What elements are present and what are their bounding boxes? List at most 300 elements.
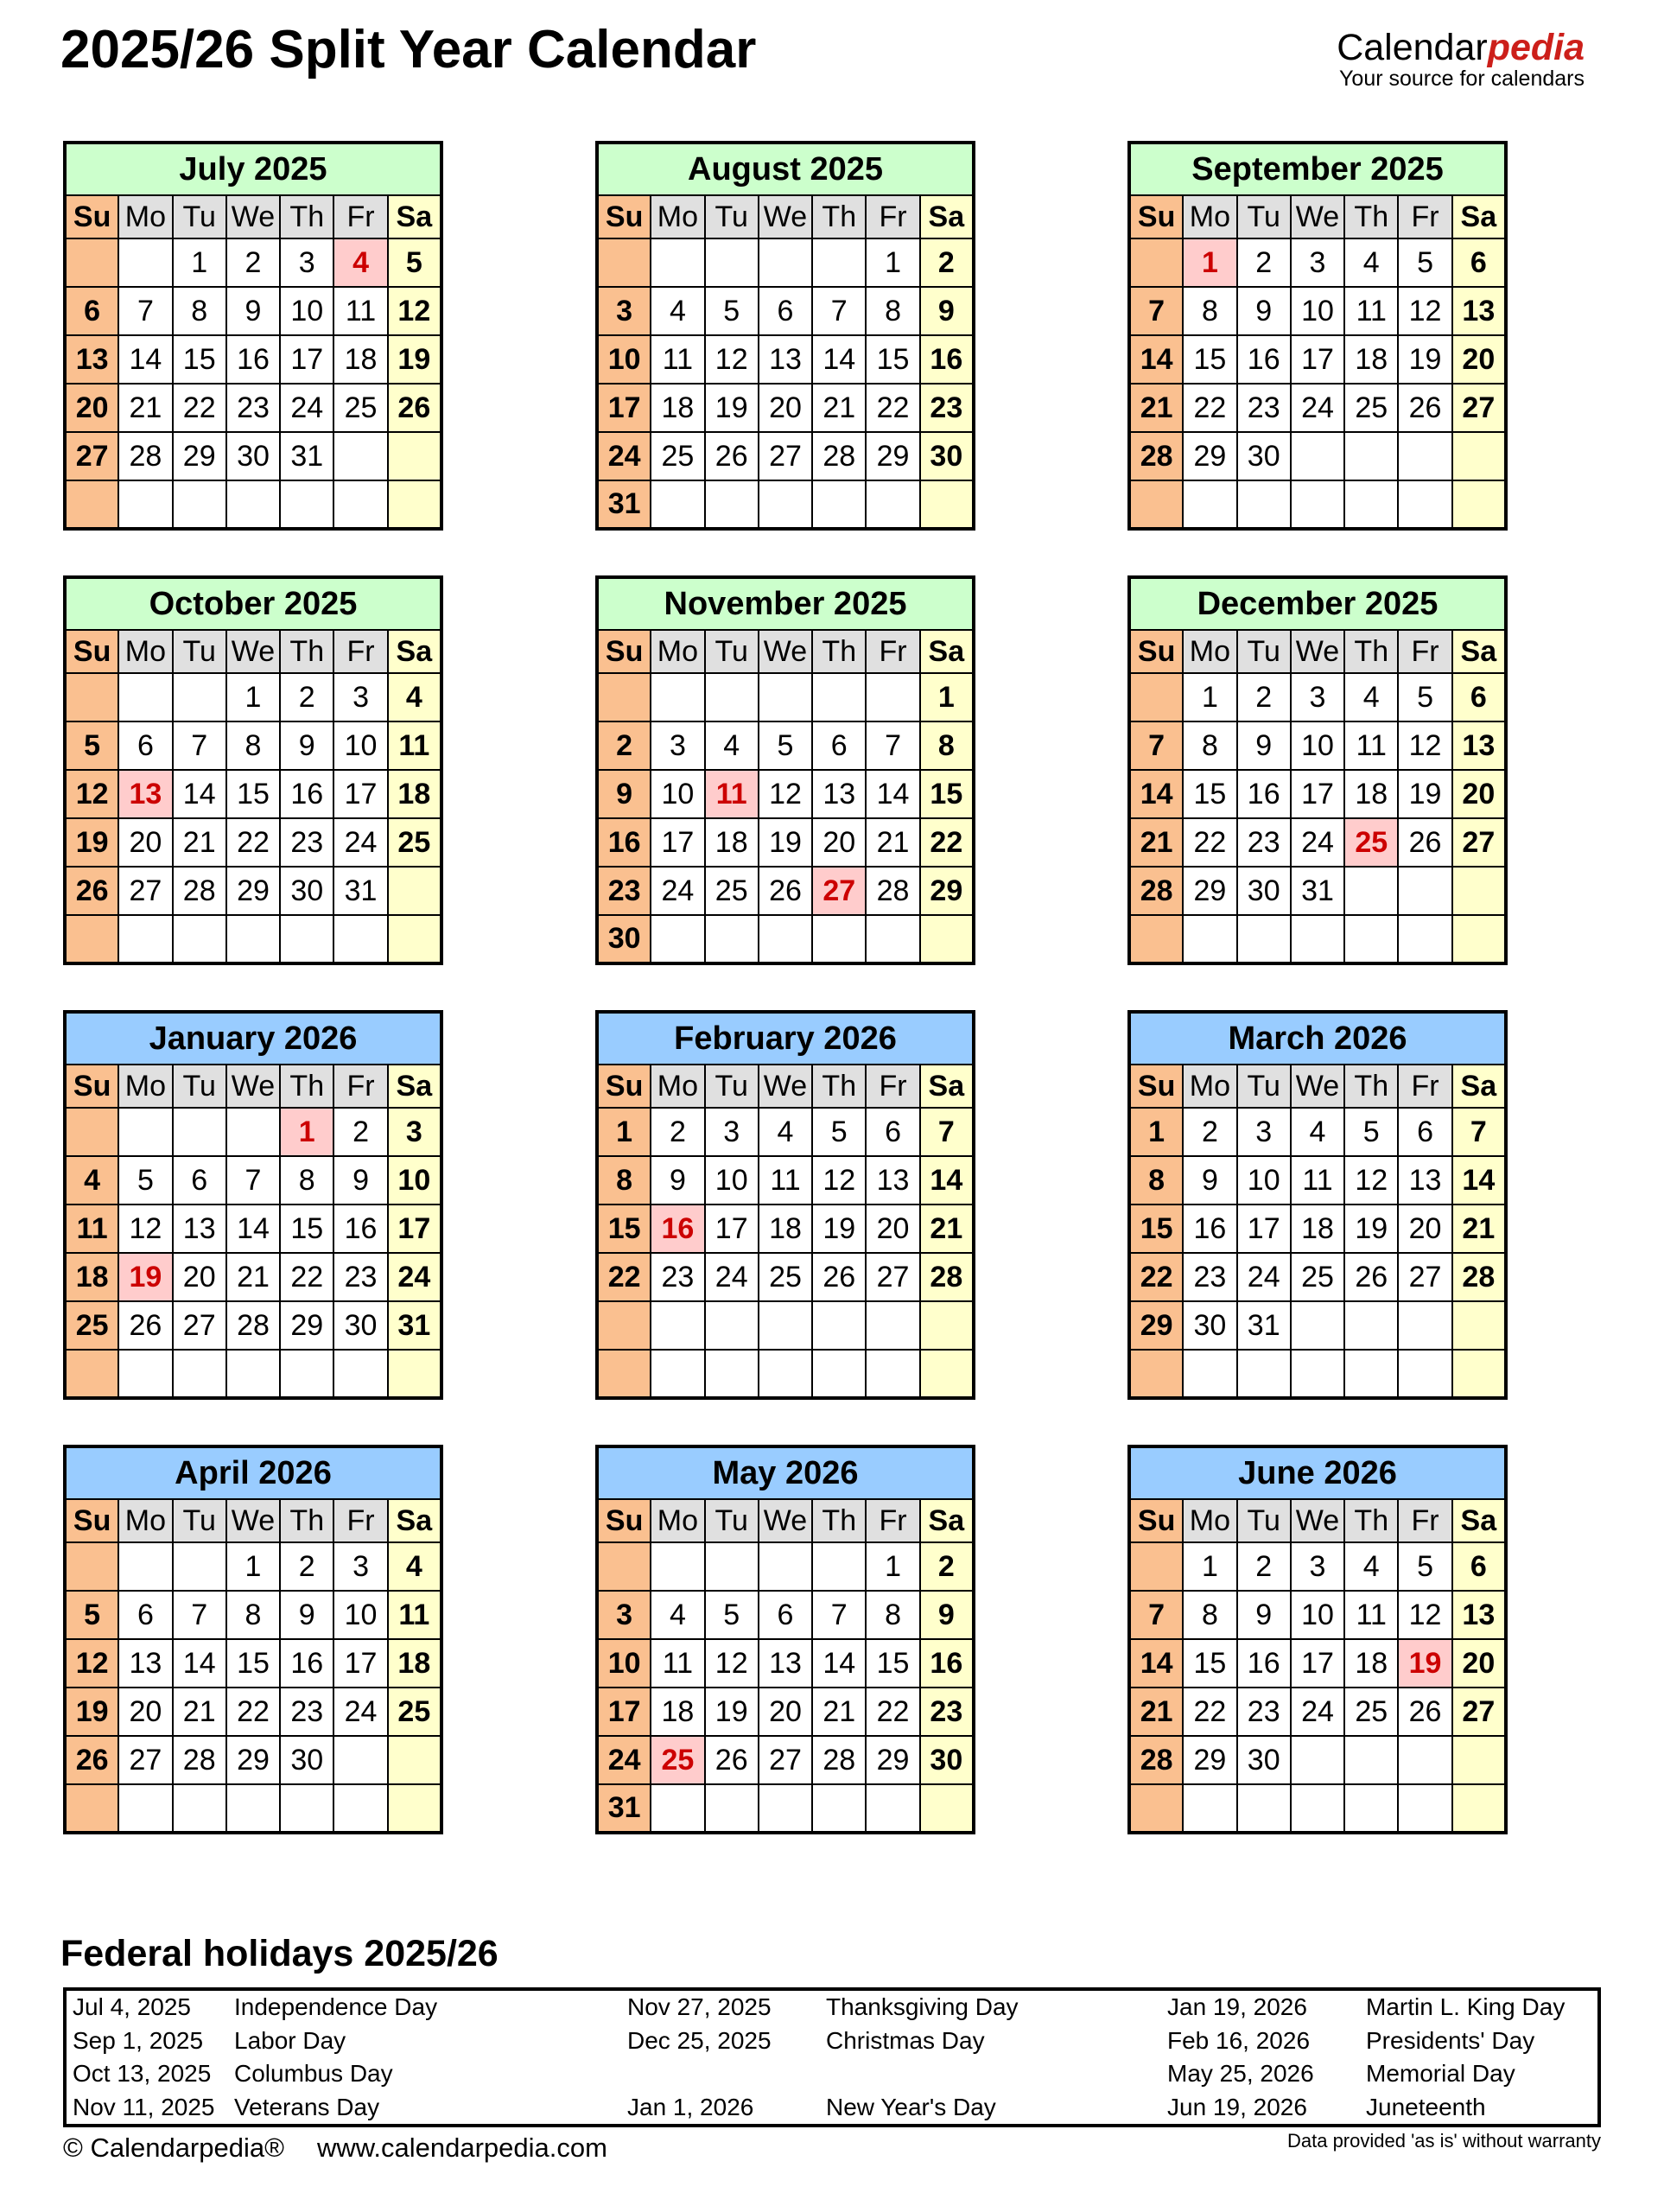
empty-day-cell	[866, 480, 919, 529]
day-cell: 28	[118, 432, 172, 480]
day-cell: 20	[1452, 770, 1506, 818]
day-cell: 19	[705, 1688, 759, 1736]
day-cell: 3	[388, 1108, 441, 1156]
empty-day-cell	[759, 673, 812, 721]
month-august-2025	[595, 141, 975, 531]
day-cell: 13	[866, 1156, 919, 1205]
day-cell: 13	[1452, 287, 1506, 335]
day-cell: 10	[597, 335, 651, 384]
day-cell: 25	[651, 432, 704, 480]
day-cell: 25	[388, 818, 441, 867]
holiday-name: Thanksgiving Day	[826, 1993, 1019, 2021]
calendarpedia-logo	[1337, 28, 1585, 91]
day-cell: 4	[1291, 1108, 1344, 1156]
weekday-header-we: We	[759, 1065, 812, 1108]
day-cell: 23	[1237, 818, 1291, 867]
day-cell: 23	[226, 384, 280, 432]
day-cell: 23	[597, 867, 651, 915]
day-cell: 15	[866, 1639, 919, 1688]
month-november-2025	[595, 575, 975, 965]
empty-day-cell	[1183, 1350, 1236, 1398]
day-cell: 25	[1344, 384, 1398, 432]
day-cell: 2	[333, 1108, 387, 1156]
day-cell: 6	[1398, 1108, 1451, 1156]
day-cell: 11	[651, 335, 704, 384]
day-cell: 22	[1129, 1253, 1183, 1301]
day-cell: 26	[1344, 1253, 1398, 1301]
empty-day-cell	[173, 1784, 226, 1833]
day-cell: 24	[597, 432, 651, 480]
empty-day-cell	[1237, 915, 1291, 963]
day-cell: 1	[1183, 238, 1236, 287]
day-cell: 10	[1237, 1156, 1291, 1205]
empty-day-cell	[1291, 1350, 1344, 1398]
day-cell: 28	[1452, 1253, 1506, 1301]
day-cell: 23	[1183, 1253, 1236, 1301]
day-cell: 3	[1291, 1542, 1344, 1591]
weekday-header-we: We	[226, 1499, 280, 1542]
day-cell: 13	[1452, 721, 1506, 770]
logo-wordmark	[1337, 28, 1585, 67]
weekday-header-su: Su	[597, 1065, 651, 1108]
day-cell: 11	[388, 721, 441, 770]
federal-holidays-table	[63, 1987, 1601, 2127]
day-cell: 25	[759, 1253, 812, 1301]
day-cell: 27	[812, 867, 866, 915]
empty-day-cell	[1183, 915, 1236, 963]
empty-day-cell	[1452, 1784, 1506, 1833]
day-cell: 27	[1452, 818, 1506, 867]
day-cell: 18	[388, 1639, 441, 1688]
day-cell: 17	[651, 818, 704, 867]
day-cell: 28	[812, 1736, 866, 1784]
day-cell: 7	[812, 287, 866, 335]
empty-day-cell	[1237, 1350, 1291, 1398]
empty-day-cell	[1129, 1350, 1183, 1398]
day-cell: 10	[1291, 1591, 1344, 1639]
day-cell: 27	[759, 432, 812, 480]
day-cell: 29	[173, 432, 226, 480]
empty-day-cell	[226, 1350, 280, 1398]
day-cell: 21	[118, 384, 172, 432]
empty-day-cell	[173, 673, 226, 721]
day-cell: 14	[1129, 335, 1183, 384]
empty-day-cell	[1344, 1350, 1398, 1398]
empty-day-cell	[1129, 915, 1183, 963]
day-cell: 14	[226, 1205, 280, 1253]
empty-day-cell	[705, 1784, 759, 1833]
day-cell: 8	[1183, 1591, 1236, 1639]
empty-day-cell	[388, 1784, 441, 1833]
empty-day-cell	[705, 1350, 759, 1398]
empty-day-cell	[812, 480, 866, 529]
empty-day-cell	[118, 673, 172, 721]
day-cell: 12	[1344, 1156, 1398, 1205]
weekday-header-sa: Sa	[388, 630, 441, 673]
day-cell: 19	[1398, 770, 1451, 818]
day-cell: 25	[1344, 1688, 1398, 1736]
weekday-header-fr: Fr	[866, 195, 919, 238]
empty-day-cell	[118, 1108, 172, 1156]
empty-day-cell	[1398, 480, 1451, 529]
empty-day-cell	[1291, 1784, 1344, 1833]
weekday-header-mo: Mo	[118, 1065, 172, 1108]
empty-day-cell	[65, 238, 118, 287]
weekday-header-su: Su	[65, 195, 118, 238]
day-cell: 22	[280, 1253, 333, 1301]
month-june-2026	[1127, 1445, 1508, 1834]
holiday-date: Feb 16, 2026	[1167, 2026, 1311, 2054]
weekday-header-we: We	[1291, 195, 1344, 238]
day-cell: 12	[812, 1156, 866, 1205]
empty-day-cell	[1237, 1784, 1291, 1833]
day-cell: 30	[333, 1301, 387, 1350]
empty-day-cell	[1129, 480, 1183, 529]
day-cell: 12	[1398, 721, 1451, 770]
day-cell: 1	[280, 1108, 333, 1156]
day-cell: 13	[1452, 1591, 1506, 1639]
day-cell: 9	[651, 1156, 704, 1205]
empty-day-cell	[1398, 432, 1451, 480]
disclaimer-text: Data provided 'as is' without warranty	[1286, 2130, 1601, 2152]
day-cell: 1	[866, 1542, 919, 1591]
day-cell: 8	[226, 721, 280, 770]
day-cell: 16	[1237, 770, 1291, 818]
day-cell: 23	[1237, 1688, 1291, 1736]
day-cell: 31	[597, 1784, 651, 1833]
day-cell: 5	[1398, 1542, 1451, 1591]
weekday-header-tu: Tu	[173, 1499, 226, 1542]
day-cell: 26	[388, 384, 441, 432]
day-cell: 30	[1183, 1301, 1236, 1350]
day-cell: 19	[388, 335, 441, 384]
day-cell: 13	[759, 335, 812, 384]
day-cell: 19	[118, 1253, 172, 1301]
day-cell: 31	[333, 867, 387, 915]
day-cell: 25	[1344, 818, 1398, 867]
month-february-2026	[595, 1010, 975, 1400]
empty-day-cell	[651, 1542, 704, 1591]
day-cell: 15	[226, 1639, 280, 1688]
day-cell: 17	[280, 335, 333, 384]
day-cell: 30	[280, 1736, 333, 1784]
day-cell: 5	[65, 1591, 118, 1639]
day-cell: 20	[118, 818, 172, 867]
day-cell: 20	[173, 1253, 226, 1301]
day-cell: 25	[333, 384, 387, 432]
holiday-date: Jun 19, 2026	[1167, 2093, 1307, 2120]
empty-day-cell	[920, 1301, 974, 1350]
empty-day-cell	[388, 432, 441, 480]
day-cell: 24	[1237, 1253, 1291, 1301]
day-cell: 14	[1452, 1156, 1506, 1205]
day-cell: 23	[333, 1253, 387, 1301]
weekday-header-su: Su	[1129, 630, 1183, 673]
day-cell: 22	[226, 818, 280, 867]
day-cell: 1	[920, 673, 974, 721]
empty-day-cell	[1398, 1784, 1451, 1833]
month-october-2025	[63, 575, 443, 965]
weekday-header-sa: Sa	[388, 195, 441, 238]
empty-day-cell	[759, 915, 812, 963]
day-cell: 7	[920, 1108, 974, 1156]
weekday-header-mo: Mo	[1183, 630, 1236, 673]
day-cell: 3	[597, 287, 651, 335]
day-cell: 25	[65, 1301, 118, 1350]
day-cell: 31	[280, 432, 333, 480]
day-cell: 21	[812, 384, 866, 432]
day-cell: 6	[65, 287, 118, 335]
day-cell: 15	[920, 770, 974, 818]
weekday-header-mo: Mo	[118, 195, 172, 238]
empty-day-cell	[866, 915, 919, 963]
weekday-header-sa: Sa	[388, 1065, 441, 1108]
day-cell: 14	[866, 770, 919, 818]
day-cell: 23	[920, 1688, 974, 1736]
day-cell: 29	[226, 1736, 280, 1784]
weekday-header-tu: Tu	[1237, 630, 1291, 673]
day-cell: 29	[920, 867, 974, 915]
holiday-date: Nov 11, 2025	[73, 2093, 215, 2120]
day-cell: 7	[226, 1156, 280, 1205]
day-cell: 18	[1344, 335, 1398, 384]
weekday-header-fr: Fr	[333, 1065, 387, 1108]
holiday-date: Nov 27, 2025	[627, 1993, 772, 2021]
weekday-header-we: We	[226, 1065, 280, 1108]
empty-day-cell	[65, 1350, 118, 1398]
day-cell: 28	[1129, 432, 1183, 480]
day-cell: 2	[597, 721, 651, 770]
month-title: June 2026	[1129, 1446, 1506, 1499]
weekday-header-we: We	[226, 195, 280, 238]
day-cell: 19	[759, 818, 812, 867]
empty-day-cell	[866, 1301, 919, 1350]
day-cell: 9	[280, 721, 333, 770]
day-cell: 3	[597, 1591, 651, 1639]
weekday-header-sa: Sa	[920, 630, 974, 673]
day-cell: 27	[65, 432, 118, 480]
day-cell: 27	[118, 1736, 172, 1784]
day-cell: 14	[173, 770, 226, 818]
weekday-header-th: Th	[280, 195, 333, 238]
day-cell: 21	[812, 1688, 866, 1736]
day-cell: 29	[866, 432, 919, 480]
day-cell: 11	[651, 1639, 704, 1688]
day-cell: 5	[705, 287, 759, 335]
day-cell: 17	[333, 770, 387, 818]
day-cell: 3	[1291, 673, 1344, 721]
empty-day-cell	[388, 1350, 441, 1398]
day-cell: 7	[812, 1591, 866, 1639]
empty-day-cell	[705, 1301, 759, 1350]
month-title: May 2026	[597, 1446, 974, 1499]
day-cell: 28	[226, 1301, 280, 1350]
empty-day-cell	[1344, 480, 1398, 529]
empty-day-cell	[173, 480, 226, 529]
empty-day-cell	[812, 238, 866, 287]
day-cell: 19	[65, 818, 118, 867]
day-cell: 31	[1237, 1301, 1291, 1350]
day-cell: 1	[173, 238, 226, 287]
day-cell: 27	[759, 1736, 812, 1784]
weekday-header-su: Su	[1129, 195, 1183, 238]
day-cell: 9	[1237, 721, 1291, 770]
empty-day-cell	[1398, 867, 1451, 915]
weekday-header-mo: Mo	[118, 1499, 172, 1542]
day-cell: 19	[705, 384, 759, 432]
day-cell: 12	[65, 1639, 118, 1688]
day-cell: 14	[1129, 1639, 1183, 1688]
day-cell: 6	[1452, 238, 1506, 287]
day-cell: 11	[333, 287, 387, 335]
day-cell: 10	[705, 1156, 759, 1205]
empty-day-cell	[920, 1350, 974, 1398]
day-cell: 18	[1291, 1205, 1344, 1253]
day-cell: 27	[1452, 1688, 1506, 1736]
day-cell: 8	[866, 287, 919, 335]
day-cell: 22	[1183, 818, 1236, 867]
day-cell: 18	[333, 335, 387, 384]
day-cell: 26	[812, 1253, 866, 1301]
day-cell: 25	[651, 1736, 704, 1784]
day-cell: 15	[280, 1205, 333, 1253]
day-cell: 12	[1398, 287, 1451, 335]
weekday-header-sa: Sa	[920, 195, 974, 238]
day-cell: 26	[705, 1736, 759, 1784]
day-cell: 2	[1237, 1542, 1291, 1591]
weekday-header-th: Th	[1344, 1065, 1398, 1108]
empty-day-cell	[388, 915, 441, 963]
day-cell: 31	[597, 480, 651, 529]
empty-day-cell	[333, 432, 387, 480]
day-cell: 15	[173, 335, 226, 384]
day-cell: 3	[333, 1542, 387, 1591]
empty-day-cell	[812, 1784, 866, 1833]
weekday-header-fr: Fr	[866, 630, 919, 673]
day-cell: 25	[705, 867, 759, 915]
month-september-2025	[1127, 141, 1508, 531]
weekday-header-th: Th	[280, 1065, 333, 1108]
day-cell: 5	[65, 721, 118, 770]
day-cell: 14	[1129, 770, 1183, 818]
day-cell: 12	[705, 1639, 759, 1688]
day-cell: 15	[1183, 335, 1236, 384]
empty-day-cell	[651, 1784, 704, 1833]
empty-day-cell	[65, 1542, 118, 1591]
day-cell: 28	[812, 432, 866, 480]
day-cell: 8	[280, 1156, 333, 1205]
day-cell: 28	[920, 1253, 974, 1301]
weekday-header-fr: Fr	[1398, 195, 1451, 238]
day-cell: 26	[759, 867, 812, 915]
empty-day-cell	[1129, 238, 1183, 287]
day-cell: 5	[1398, 238, 1451, 287]
empty-day-cell	[226, 480, 280, 529]
empty-day-cell	[1291, 480, 1344, 529]
day-cell: 15	[1183, 1639, 1236, 1688]
day-cell: 22	[920, 818, 974, 867]
empty-day-cell	[1398, 915, 1451, 963]
empty-day-cell	[920, 915, 974, 963]
day-cell: 9	[1237, 1591, 1291, 1639]
day-cell: 17	[1291, 335, 1344, 384]
empty-day-cell	[1237, 480, 1291, 529]
month-title: July 2025	[65, 143, 441, 195]
day-cell: 18	[651, 1688, 704, 1736]
empty-day-cell	[1129, 1542, 1183, 1591]
day-cell: 5	[388, 238, 441, 287]
day-cell: 12	[388, 287, 441, 335]
day-cell: 20	[759, 384, 812, 432]
empty-day-cell	[1452, 1350, 1506, 1398]
day-cell: 4	[705, 721, 759, 770]
day-cell: 11	[759, 1156, 812, 1205]
day-cell: 31	[388, 1301, 441, 1350]
month-july-2025	[63, 141, 443, 531]
empty-day-cell	[1129, 1784, 1183, 1833]
day-cell: 1	[866, 238, 919, 287]
page-title: 2025/26 Split Year Calendar	[60, 20, 757, 79]
weekday-header-we: We	[1291, 1499, 1344, 1542]
month-march-2026	[1127, 1010, 1508, 1400]
day-cell: 6	[759, 287, 812, 335]
day-cell: 28	[1129, 867, 1183, 915]
empty-day-cell	[333, 480, 387, 529]
month-title: January 2026	[65, 1012, 441, 1065]
empty-day-cell	[812, 1301, 866, 1350]
weekday-header-we: We	[1291, 1065, 1344, 1108]
month-may-2026	[595, 1445, 975, 1834]
day-cell: 2	[1183, 1108, 1236, 1156]
day-cell: 20	[866, 1205, 919, 1253]
day-cell: 20	[1398, 1205, 1451, 1253]
day-cell: 21	[226, 1253, 280, 1301]
empty-day-cell	[1452, 1301, 1506, 1350]
holiday-name: Christmas Day	[826, 2026, 985, 2054]
day-cell: 16	[1237, 1639, 1291, 1688]
empty-day-cell	[1129, 673, 1183, 721]
weekday-header-we: We	[226, 630, 280, 673]
empty-day-cell	[705, 673, 759, 721]
day-cell: 18	[65, 1253, 118, 1301]
day-cell: 6	[1452, 673, 1506, 721]
weekday-header-th: Th	[280, 630, 333, 673]
weekday-header-th: Th	[812, 630, 866, 673]
day-cell: 30	[1237, 867, 1291, 915]
weekday-header-sa: Sa	[1452, 195, 1506, 238]
holiday-name: Labor Day	[234, 2026, 346, 2054]
weekday-header-sa: Sa	[1452, 1499, 1506, 1542]
day-cell: 27	[866, 1253, 919, 1301]
empty-day-cell	[226, 1784, 280, 1833]
day-cell: 30	[920, 1736, 974, 1784]
day-cell: 7	[1452, 1108, 1506, 1156]
day-cell: 18	[651, 384, 704, 432]
day-cell: 3	[280, 238, 333, 287]
day-cell: 7	[173, 1591, 226, 1639]
empty-day-cell	[1452, 480, 1506, 529]
weekday-header-su: Su	[597, 630, 651, 673]
weekday-header-tu: Tu	[1237, 1499, 1291, 1542]
day-cell: 6	[118, 1591, 172, 1639]
weekday-header-su: Su	[65, 1499, 118, 1542]
day-cell: 2	[920, 1542, 974, 1591]
day-cell: 2	[280, 673, 333, 721]
empty-day-cell	[65, 480, 118, 529]
empty-day-cell	[705, 915, 759, 963]
weekday-header-sa: Sa	[920, 1065, 974, 1108]
holiday-date: Oct 13, 2025	[73, 2060, 212, 2088]
